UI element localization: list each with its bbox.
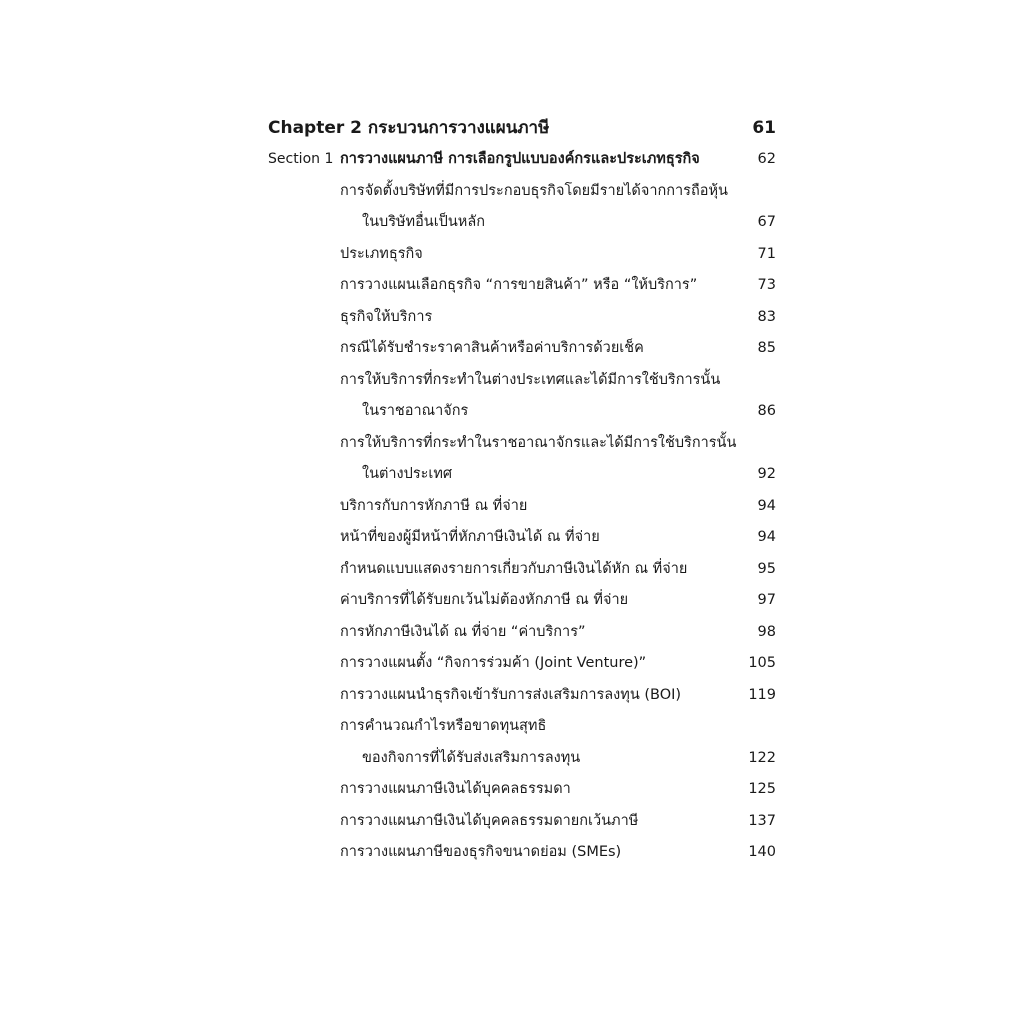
toc-entry-text: หน้าที่ของผู้มีหน้าที่หักภาษีเงินได้ ณ ที่จ่าย bbox=[340, 529, 600, 545]
toc-entry bbox=[268, 617, 780, 649]
toc-entry-page: 94 bbox=[757, 529, 776, 545]
toc-entry bbox=[268, 459, 780, 491]
toc-entry-text: การหักภาษีเงินได้ ณ ที่จ่าย “ค่าบริการ” bbox=[340, 623, 586, 640]
toc-entry-page: 97 bbox=[757, 592, 776, 608]
toc-entry-page: 71 bbox=[757, 245, 776, 262]
toc-entry-text: การให้บริการที่กระทำในต่างประเทศและได้มีการใช้บริการนั้น bbox=[340, 371, 721, 388]
toc-entry-text: ในราชอาณาจักร bbox=[362, 403, 469, 419]
toc-entry-page: 119 bbox=[748, 686, 776, 703]
toc-entry-text: บริการกับการหักภาษี ณ ที่จ่าย bbox=[340, 497, 528, 514]
toc-entry-page: 122 bbox=[748, 749, 776, 766]
toc-entry-text: ธุรกิจให้บริการ bbox=[340, 308, 433, 325]
toc-entry bbox=[268, 396, 780, 428]
toc-entry-text: ค่าบริการที่ได้รับยกเว้นไม่ต้องหักภาษี ณ ที่จ่าย bbox=[340, 592, 629, 608]
section-heading bbox=[268, 144, 780, 176]
toc-entry-page: 85 bbox=[757, 340, 776, 356]
toc-entry-page: 137 bbox=[748, 812, 776, 829]
chapter-heading bbox=[268, 112, 780, 144]
toc-entry-page: 95 bbox=[757, 560, 776, 577]
toc-entry-text: กรณีได้รับชำระราคาสินค้าหรือค่าบริการด้วยเช็ค bbox=[340, 340, 644, 356]
toc-entry bbox=[268, 270, 780, 302]
toc-entry-text: การวางแผนภาษีเงินได้บุคคลธรรมดายกเว้นภาษี bbox=[340, 812, 639, 829]
toc-entry bbox=[268, 837, 780, 869]
toc-entry-text: การจัดตั้งบริษัทที่มีการประกอบธุรกิจโดยมีรายได้จากการถือหุ้น bbox=[340, 182, 728, 199]
toc-entry bbox=[268, 648, 780, 680]
toc-entry bbox=[268, 428, 780, 460]
toc-entry bbox=[268, 680, 780, 712]
toc-entry-text: ในบริษัทอื่นเป็นหลัก bbox=[362, 214, 486, 230]
toc-entry-page: 73 bbox=[757, 277, 776, 293]
toc-entry-page: 98 bbox=[757, 623, 776, 640]
toc-entry-page: 86 bbox=[757, 403, 776, 419]
chapter-page-number: 61 bbox=[752, 118, 776, 138]
toc-entry-text: การให้บริการที่กระทำในราชอาณาจักรและได้มีการใช้บริการนั้น bbox=[340, 434, 737, 451]
toc-entry-text: ในต่างประเทศ bbox=[362, 466, 453, 482]
toc-entry-page: 140 bbox=[748, 844, 776, 860]
chapter-title: Chapter 2 กระบวนการวางแผนภาษี bbox=[268, 118, 550, 138]
toc-entry-text: กำหนดแบบแสดงรายการเกี่ยวกับภาษีเงินได้หัก ณ ที่จ่าย bbox=[340, 560, 688, 577]
toc-entry-text: ประเภทธุรกิจ bbox=[340, 245, 423, 262]
toc-entry bbox=[268, 774, 780, 806]
toc-entry bbox=[268, 302, 780, 334]
toc-entry bbox=[268, 491, 780, 523]
section-label: Section 1 bbox=[268, 151, 334, 167]
toc-entry-text: ของกิจการที่ได้รับส่งเสริมการลงทุน bbox=[362, 749, 581, 766]
toc-entry-text: การวางแผนตั้ง “กิจการร่วมค้า (Joint Venture)” bbox=[340, 655, 647, 671]
toc-entry bbox=[268, 743, 780, 775]
toc-entry-text: การคำนวณกำไรหรือขาดทุนสุทธิ bbox=[340, 718, 547, 734]
section-title: การวางแผนภาษี การเลือกรูปแบบองค์กรและประเภทธุรกิจ bbox=[340, 151, 700, 167]
toc-entry bbox=[268, 554, 780, 586]
toc-entry-text: การวางแผนนำธุรกิจเข้ารับการส่งเสริมการลงทุน (BOI) bbox=[340, 686, 682, 703]
toc-entry-text: การวางแผนภาษีเงินได้บุคคลธรรมดา bbox=[340, 781, 571, 797]
toc-entry-page: 92 bbox=[757, 466, 776, 482]
table-of-contents bbox=[268, 112, 780, 869]
toc-entry-page: 94 bbox=[757, 497, 776, 514]
toc-entry bbox=[268, 806, 780, 838]
toc-entry bbox=[268, 239, 780, 271]
toc-entry bbox=[268, 207, 780, 239]
toc-entry-page: 125 bbox=[748, 781, 776, 797]
toc-entry bbox=[268, 522, 780, 554]
section-page-number: 62 bbox=[757, 151, 776, 167]
toc-entry-page: 83 bbox=[757, 308, 776, 325]
toc-entry bbox=[268, 365, 780, 397]
toc-entry bbox=[268, 333, 780, 365]
toc-entry-page: 67 bbox=[757, 214, 776, 230]
toc-entry bbox=[268, 585, 780, 617]
toc-entry bbox=[268, 176, 780, 208]
toc-entry bbox=[268, 711, 780, 743]
toc-entry-page: 105 bbox=[748, 655, 776, 671]
toc-entry-text: การวางแผนเลือกธุรกิจ “การขายสินค้า” หรือ “ให้บริการ” bbox=[340, 277, 698, 293]
toc-entry-text: การวางแผนภาษีของธุรกิจขนาดย่อม (SMEs) bbox=[340, 844, 622, 860]
